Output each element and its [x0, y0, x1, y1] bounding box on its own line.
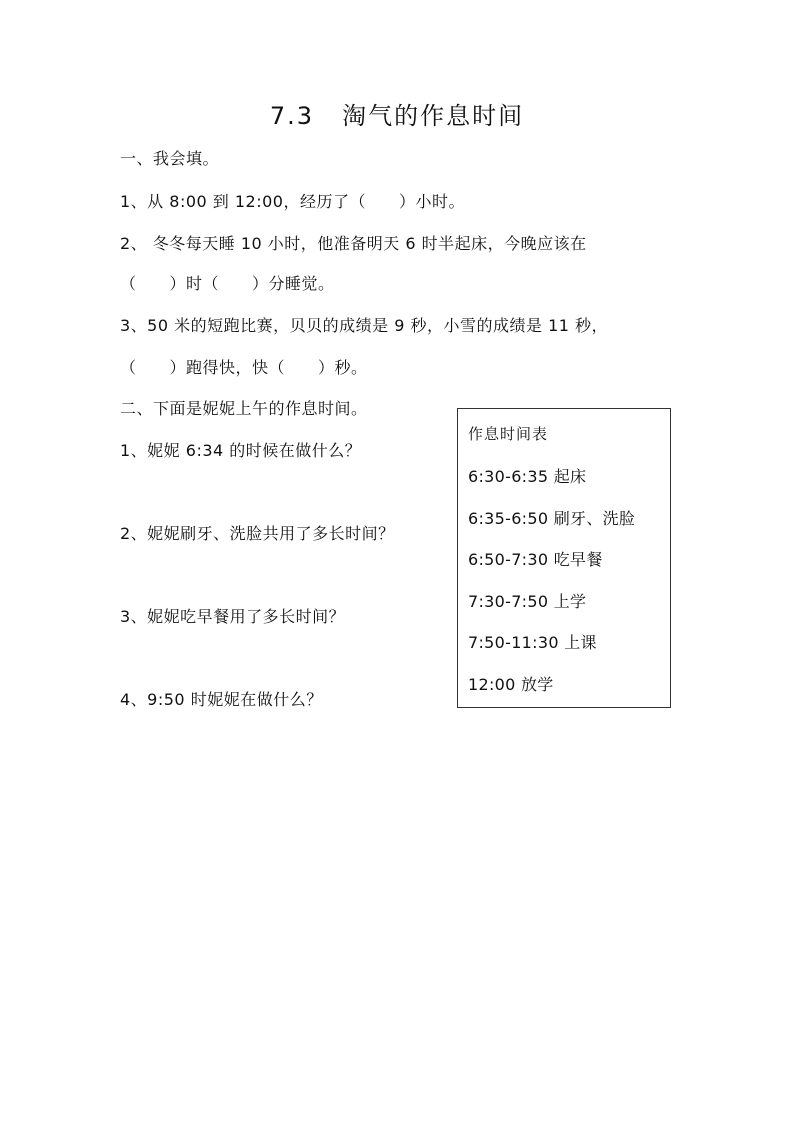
question-1-1: 1、从 8:00 到 12:00，经历了（ ）小时。 — [120, 192, 465, 211]
schedule-row: 6:35-6:50 刷牙、洗脸 — [468, 509, 636, 528]
schedule-row: 12:00 放学 — [468, 675, 554, 694]
question-2-2: 2、妮妮刷牙、洗脸共用了多长时间？ — [120, 524, 395, 543]
section1-heading: 一、我会填。 — [120, 149, 220, 168]
page-title — [0, 96, 794, 131]
schedule-row: 7:50-11:30 上课 — [468, 633, 597, 652]
schedule-row: 7:30-7:50 上学 — [468, 592, 587, 611]
section2-heading: 二、下面是妮妮上午的作息时间。 — [120, 399, 368, 418]
schedule-row: 6:50-7:30 吃早餐 — [468, 550, 603, 569]
question-2-4: 4、9:50 时妮妮在做什么？ — [120, 690, 323, 709]
lesson-number: 7.3 — [269, 102, 315, 130]
lesson-title: 淘气的作息时间 — [342, 102, 525, 130]
schedule-title: 作息时间表 — [468, 425, 549, 443]
schedule-table — [457, 408, 671, 708]
question-1-3-line1: 3、50 米的短跑比赛，贝贝的成绩是 9 秒，小雪的成绩是 11 秒， — [120, 316, 609, 335]
question-1-2-line1: 2、 冬冬每天睡 10 小时，他准备明天 6 时半起床，今晚应该在 — [120, 234, 587, 253]
question-2-3: 3、妮妮吃早餐用了多长时间？ — [120, 607, 346, 626]
question-2-1: 1、妮妮 6:34 的时候在做什么？ — [120, 441, 362, 460]
schedule-row: 6:30-6:35 起床 — [468, 467, 587, 486]
question-1-2-line2: （ ）时（ ）分睡觉。 — [120, 274, 335, 293]
question-1-3-line2: （ ）跑得快，快（ ）秒。 — [120, 358, 368, 377]
